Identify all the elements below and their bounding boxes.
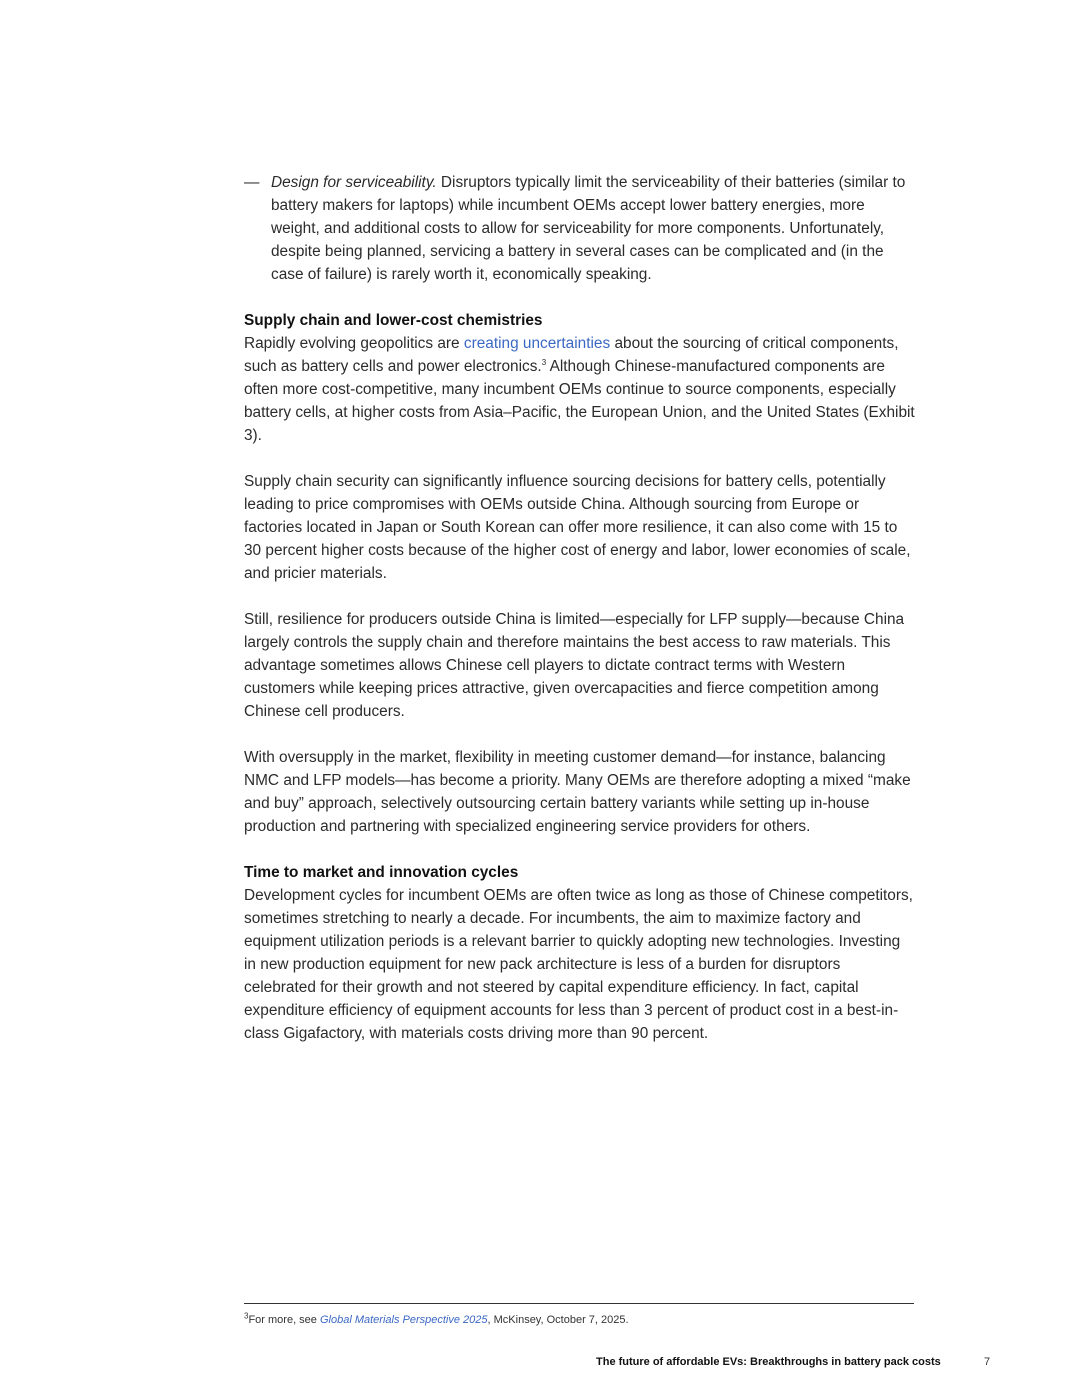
footnote-number: 3 [244, 1311, 249, 1321]
page-number: 7 [984, 1356, 991, 1368]
paragraph-development-cycles: Development cycles for incumbent OEMs are often twice as long as those of Chinese competitors, sometimes stretching to nearly a decade. For incumbents, the aim to maximize factory and equipment utilization periods is a relevant barrier to quickly adopting new technologies. Investing in new production equipment for new pack architecture is less of a burden for disruptors celebrated for their growth and not steered by capital expenditure efficiency. In fact, capital expenditure efficiency of equipment accounts for less than 3 percent of product cost in a best-in-class Gigafactory, with materials costs driving more than 90 percent. [244, 887, 913, 1042]
paragraph-geopolitics: Rapidly evolving geopolitics are creating uncertainties about the sourcing of critical components, such as battery cells and power electronics.$^3$ Although Chinese-manufactured components are often more cost-competitive, many incumbent OEMs continue to source components, especially battery cells, at higher costs from Asia–Pacific, the European Union, and the United States (Exhibit 3). [244, 335, 915, 444]
bullet-item-serviceability [244, 171, 916, 286]
footnote: $^3$For more, see Global Materials Perspective 2025, McKinsey, October 7, 2025. [244, 1311, 629, 1326]
footer-document-title: The future of affordable EVs: Breakthroughs in battery pack costs [596, 1356, 941, 1368]
bullet-text: Disruptors typically limit the serviceability of their batteries (similar to battery makers for laptops) while incumbent OEMs accept lower battery energies, more weight, and additional costs to allow for serviceability for more components. Unfortunately, despite being planned, servicing a battery in several cases can be complicated and (in the case of failure) is rarely worth it, economically speaking. [271, 174, 906, 283]
footnote-divider [244, 1303, 914, 1304]
article-body [244, 171, 916, 1068]
paragraph-supply-chain-security: Supply chain security can significantly influence sourcing decisions for battery cells, potentially leading to price compromises with OEMs outside China. Although sourcing from Europe or factories located in Japan or South Korean can offer more resilience, it can also come with 15 to 30 percent higher costs because of the higher cost of energy and labor, lower economies of scale, and pricier materials. [244, 473, 911, 582]
bullet-lead: Design for serviceability. [271, 174, 437, 191]
section-heading-supply-chain: Supply chain and lower-cost chemistries [244, 312, 543, 329]
paragraph-resilience: Still, resilience for producers outside China is limited—especially for LFP supply—because China largely controls the supply chain and therefore maintains the best access to raw materials. This advantage sometimes allows Chinese cell players to dictate contract terms with Western customers while keeping prices attractive, given overcapacities and fierce competition among Chinese cell producers. [244, 611, 905, 720]
section-heading-time-to-market: Time to market and innovation cycles [244, 864, 519, 881]
paragraph-oversupply: With oversupply in the market, flexibility in meeting customer demand—for instance, balancing NMC and LFP models—has become a priority. Many OEMs are therefore adopting a mixed “make and buy” approach, selectively outsourcing certain battery variants while setting up in-house production and partnering with specialized engineering service providers for others. [244, 749, 911, 835]
footnote-reference[interactable]: 3 [541, 357, 547, 367]
bullet-dash: — [244, 174, 260, 191]
creating-uncertainties-link[interactable]: creating uncertainties [463, 335, 611, 352]
global-materials-perspective-link[interactable]: Global Materials Perspective 2025 [319, 1314, 488, 1326]
